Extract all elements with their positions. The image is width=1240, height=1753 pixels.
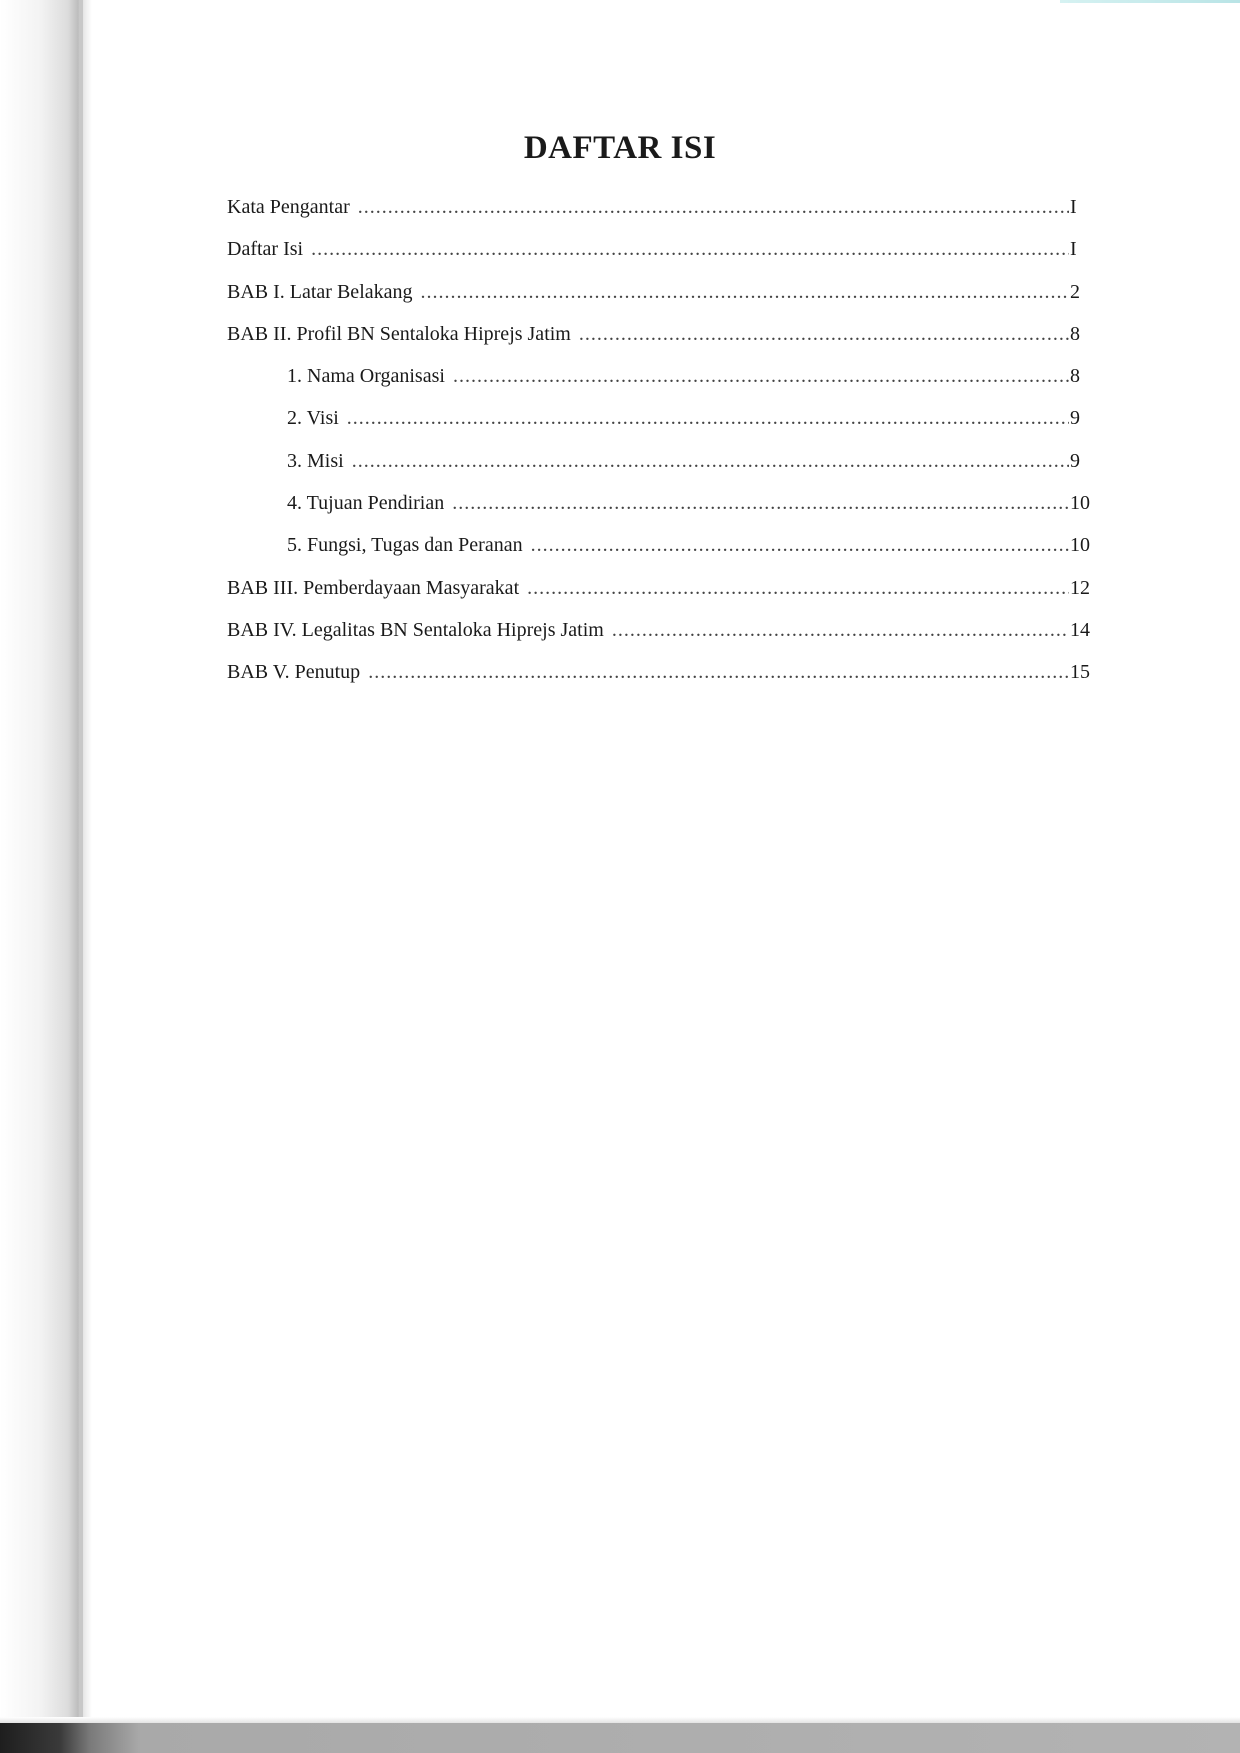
toc-entry-label: BAB II. Profil BN Sentaloka Hiprejs Jatim	[227, 322, 571, 345]
toc-entry-page: 14	[1070, 618, 1090, 641]
toc-subentry[interactable]	[227, 492, 1094, 534]
toc-entry-page: 15	[1070, 661, 1090, 684]
toc-entry-label: BAB III. Pemberdayaan Masyarakat	[227, 576, 520, 599]
toc-subentry[interactable]	[227, 534, 1094, 576]
toc-entry-label: 3. Misi	[287, 449, 344, 472]
toc-entry[interactable]	[227, 661, 1094, 703]
toc-entry-label: 2. Visi	[287, 407, 339, 430]
toc-entry[interactable]	[227, 238, 1094, 280]
toc-entry-label: BAB V. Penutup	[227, 661, 361, 684]
toc-leader-dots	[612, 619, 1069, 642]
toc-entry-label: 5. Fungsi, Tugas dan Peranan	[287, 534, 523, 557]
toc-subentry[interactable]	[227, 407, 1094, 449]
toc-leader-dots	[453, 365, 1069, 388]
toc-entry-label: 1. Nama Organisasi	[287, 365, 445, 388]
toc-leader-dots	[358, 196, 1069, 219]
toc-entry-label: BAB IV. Legalitas BN Sentaloka Hiprejs Jatim	[227, 618, 604, 641]
toc-entry[interactable]	[227, 323, 1094, 365]
toc-entry-page: 10	[1070, 492, 1090, 515]
toc-leader-dots	[311, 238, 1069, 261]
toc-entry-label: Daftar Isi	[227, 238, 304, 261]
table-of-contents	[227, 196, 1094, 704]
toc-entry-page: 2	[1070, 280, 1080, 303]
binding-shadow	[0, 0, 92, 1753]
toc-entry-label: 4. Tujuan Pendirian	[287, 492, 445, 515]
toc-leader-dots	[579, 323, 1069, 346]
toc-entry-page: 10	[1070, 534, 1090, 557]
toc-leader-dots	[421, 281, 1070, 304]
toc-entry-page: I	[1070, 196, 1077, 218]
toc-entry[interactable]	[227, 281, 1094, 323]
toc-leader-dots	[452, 492, 1069, 515]
toc-entry-page: 12	[1070, 576, 1090, 599]
toc-leader-dots	[347, 407, 1069, 430]
toc-entry-page: I	[1070, 238, 1077, 261]
scan-bottom-strip	[0, 1723, 1240, 1753]
toc-leader-dots	[527, 577, 1069, 600]
toc-entry-label: BAB I. Latar Belakang	[227, 280, 413, 303]
toc-leader-dots	[368, 661, 1069, 684]
toc-leader-dots	[352, 450, 1069, 473]
toc-subentry[interactable]	[227, 365, 1094, 407]
toc-entry[interactable]	[227, 196, 1094, 238]
page-title: DAFTAR ISI	[523, 130, 717, 166]
toc-entry-page: 8	[1070, 365, 1080, 388]
toc-leader-dots	[531, 534, 1069, 557]
toc-entry-label: Kata Pengantar	[227, 196, 350, 218]
scan-mark	[1060, 0, 1240, 3]
toc-entry[interactable]	[227, 619, 1094, 661]
binding-line	[80, 0, 83, 1753]
toc-entry-page: 9	[1070, 407, 1080, 430]
toc-entry[interactable]	[227, 577, 1094, 619]
toc-entry-page: 8	[1070, 322, 1080, 345]
toc-entry-page: 9	[1070, 449, 1080, 472]
toc-subentry[interactable]	[227, 450, 1094, 492]
